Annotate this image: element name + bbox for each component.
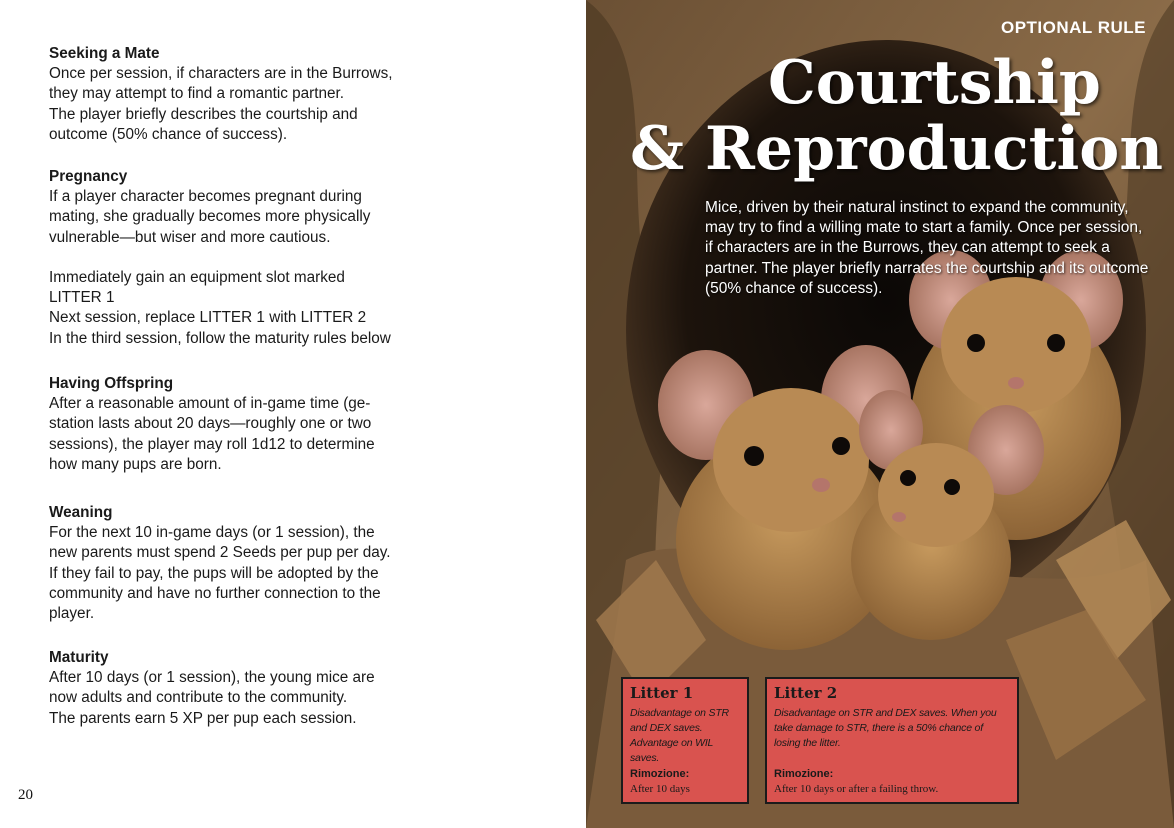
intro-text: Mice, driven by their natural instinct to expand the community, may try to find a willing mate to start a family. Once per session, if characters are in the Burrows, they can attempt to seek a partner. The player briefly narrates the courtship and its outcome (50% chance of success).	[705, 199, 1149, 297]
page-title-line2: & Reproduction	[630, 114, 1163, 184]
left-page	[0, 0, 586, 828]
page-title-line1: Courtship	[768, 48, 1101, 118]
section-maturity	[49, 648, 449, 729]
card-removal-label: Rimozione:	[630, 768, 690, 780]
section-body: After 10 days (or 1 session), the young mice are now adults and contribute to the community. The parents earn 5 XP per pup each session.	[49, 669, 375, 727]
section-heading: Having Offspring	[49, 375, 174, 392]
litter-2-card	[765, 677, 1019, 804]
section-body: For the next 10 in-game days (or 1 session), the new parents must spend 2 Seeds per pup per day. If they fail to pay, the pups will be adopted by the community and have no further connection to the player.	[49, 524, 391, 623]
card-effect: Disadvantage on STR and DEX saves. Advantage on WIL saves.	[630, 707, 729, 764]
page-number: 20	[18, 787, 33, 803]
section-pregnancy	[49, 167, 449, 349]
section-heading: Maturity	[49, 649, 109, 666]
litter-1-card	[621, 677, 749, 804]
section-body: After a reasonable amount of in-game time (ge- station lasts about 20 days—roughly one or two sessions), the player may roll 1d12 to determine how many pups are born.	[49, 395, 375, 473]
card-removal-label: Rimozione:	[774, 768, 834, 780]
section-body: If a player character becomes pregnant during mating, she gradually becomes more physically vulnerable—but wiser and more cautious. Immediately gain an equipment slot marked LITTER 1 Next session, replace LITTER 1 with LITTER 2 In the third session, follow the maturity rules below	[49, 188, 391, 347]
card-title: Litter 2	[774, 684, 838, 702]
section-body: Once per session, if characters are in the Burrows, they may attempt to find a romantic partner. The player briefly describes the courtship and outcome (50% chance of success).	[49, 65, 393, 143]
card-effect: Disadvantage on STR and DEX saves. When you take damage to STR, there is a 50% chance of losing the litter.	[774, 707, 997, 749]
card-removal-text: After 10 days or after a failing throw.	[774, 783, 939, 795]
section-having-offspring	[49, 374, 449, 475]
section-heading: Weaning	[49, 504, 113, 521]
section-weaning	[49, 503, 449, 624]
section-seeking-a-mate	[49, 44, 449, 145]
card-removal-text: After 10 days	[630, 783, 690, 795]
optional-rule-label: OPTIONAL RULE	[1000, 18, 1146, 37]
section-heading: Seeking a Mate	[49, 45, 160, 62]
right-page	[586, 0, 1174, 828]
section-heading: Pregnancy	[49, 168, 128, 185]
card-title: Litter 1	[630, 684, 694, 702]
